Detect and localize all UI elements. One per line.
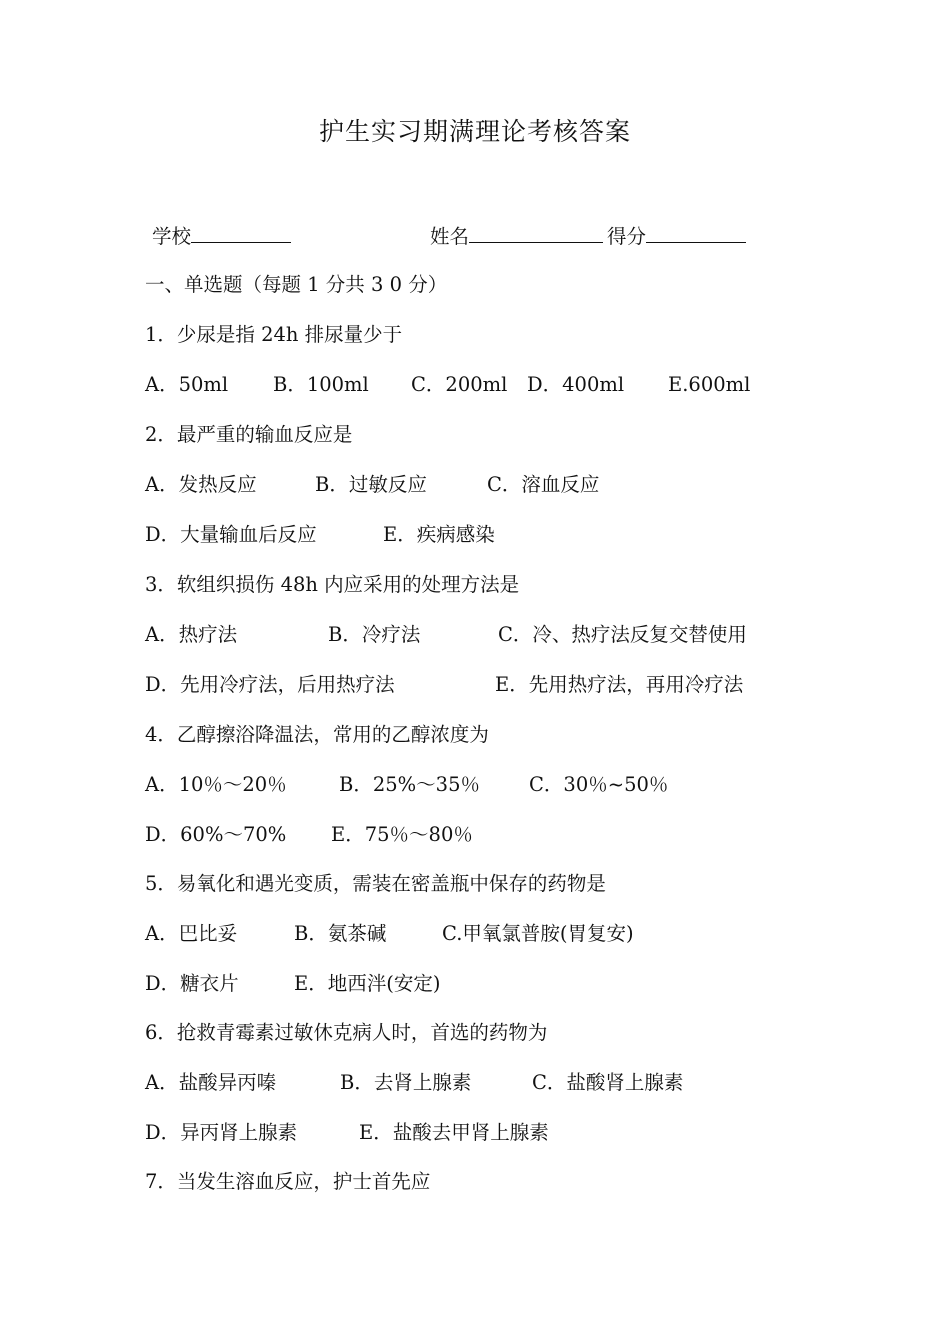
name-blank bbox=[469, 224, 603, 243]
option: C．200ml bbox=[411, 373, 508, 396]
name-field bbox=[430, 224, 603, 249]
question-7-stem: 7．当发生溶血反应，护士首先应 bbox=[145, 1170, 431, 1193]
option: A．巴比妥 bbox=[145, 922, 238, 945]
option: B．去肾上腺素 bbox=[340, 1071, 472, 1094]
question-1-stem: 1．少尿是指 24h 排尿量少于 bbox=[145, 323, 403, 346]
option: B．过敏反应 bbox=[315, 473, 427, 496]
score-label: 得分 bbox=[607, 225, 647, 248]
question-5-stem: 5．易氧化和遇光变质，需装在密盖瓶中保存的药物是 bbox=[145, 872, 606, 895]
option: E．盐酸去甲肾上腺素 bbox=[359, 1121, 549, 1144]
option: D．糖衣片 bbox=[145, 972, 239, 995]
option: E.600ml bbox=[668, 373, 751, 396]
option: C.甲氧氯普胺(胃复安) bbox=[442, 922, 634, 945]
school-label: 学校 bbox=[152, 225, 192, 248]
option: E．疾病感染 bbox=[383, 523, 495, 546]
section-heading: 一、单选题（每题 1 分共 3 0 分） bbox=[145, 273, 448, 296]
option: C．溶血反应 bbox=[487, 473, 600, 496]
option: C．冷、热疗法反复交替使用 bbox=[498, 623, 747, 646]
question-3-stem: 3．软组织损伤 48h 内应采用的处理方法是 bbox=[145, 573, 520, 596]
option: B．100ml bbox=[273, 373, 369, 396]
option: B．氨茶碱 bbox=[294, 922, 387, 945]
question-2-stem: 2．最严重的输血反应是 bbox=[145, 423, 353, 446]
option: A．10％～20％ bbox=[145, 773, 287, 796]
option: A．50ml bbox=[145, 373, 229, 396]
document-title: 护生实习期满理论考核答案 bbox=[318, 117, 631, 146]
option: D．大量输血后反应 bbox=[145, 523, 317, 546]
option: C．盐酸肾上腺素 bbox=[532, 1071, 684, 1094]
score-blank bbox=[646, 224, 746, 243]
option: E．地西泮(安定) bbox=[294, 972, 441, 995]
school-blank bbox=[191, 224, 291, 243]
option: A．发热反应 bbox=[145, 473, 257, 496]
option: B．25%～35％ bbox=[339, 773, 480, 796]
name-label: 姓名 bbox=[430, 225, 470, 248]
option: A．热疗法 bbox=[145, 623, 238, 646]
option: E．先用热疗法，再用冷疗法 bbox=[495, 673, 744, 696]
option: D．60%～70% bbox=[145, 823, 287, 846]
question-4-stem: 4．乙醇擦浴降温法，常用的乙醇浓度为 bbox=[145, 723, 489, 746]
option: D．先用冷疗法，后用热疗法 bbox=[145, 673, 395, 696]
option: E．75％～80％ bbox=[331, 823, 473, 846]
school-field bbox=[152, 224, 291, 249]
option: D．异丙肾上腺素 bbox=[145, 1121, 298, 1144]
score-field bbox=[607, 224, 746, 249]
question-6-stem: 6．抢救青霉素过敏休克病人时，首选的药物为 bbox=[145, 1021, 548, 1044]
option: D．400ml bbox=[527, 373, 625, 396]
option: B．冷疗法 bbox=[328, 623, 421, 646]
option: C．30％~50％ bbox=[529, 773, 669, 796]
option: A．盐酸异丙嗪 bbox=[145, 1071, 277, 1094]
